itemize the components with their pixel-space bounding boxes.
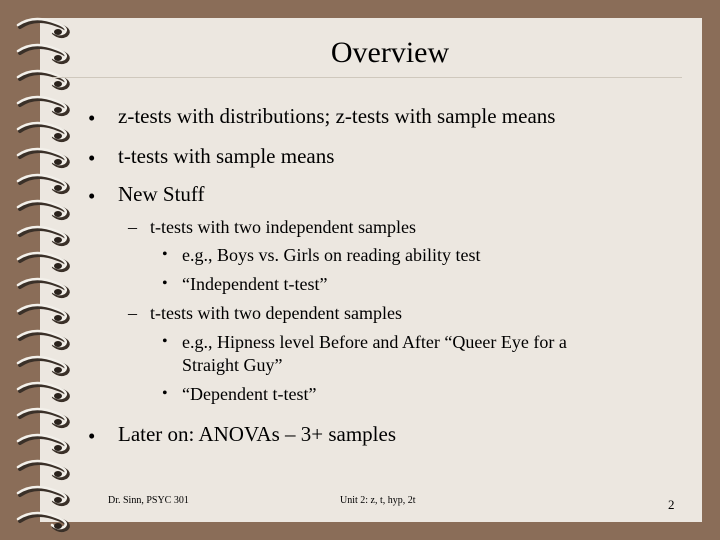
binding-ring (18, 201, 68, 218)
sub-dependent-t-test: “Dependent t-test” (182, 384, 317, 404)
bullet-marker: • (162, 246, 168, 263)
binding-ring (18, 409, 68, 426)
bullet-later-anovas: Later on: ANOVAs – 3+ samples (118, 422, 397, 446)
binding-ring (18, 461, 68, 478)
dash-marker: – (128, 217, 137, 237)
binding-ring (18, 175, 68, 192)
bullet-marker: • (88, 146, 96, 170)
binding-ring (18, 279, 68, 296)
binding-ring (18, 71, 68, 88)
binding-ring (18, 513, 68, 530)
sub-example-boys-girls: e.g., Boys vs. Girls on reading ability test (182, 245, 481, 265)
sub-example-hipness: e.g., Hipness level Before and After “Queer Eye for a (182, 332, 567, 352)
sub-example-hipness-cont: Straight Guy” (182, 355, 283, 375)
binding-ring (18, 227, 68, 244)
bullet-marker: • (162, 275, 168, 292)
binding-ring (18, 331, 68, 348)
bullet-t-tests: t-tests with sample means (118, 144, 335, 168)
binding-ring (18, 435, 68, 452)
bullet-marker: • (162, 385, 168, 402)
binding-ring (18, 19, 68, 36)
binding-ring (18, 383, 68, 400)
bullet-marker: • (88, 106, 96, 130)
bullet-marker: • (162, 333, 168, 350)
bullet-z-tests: z-tests with distributions; z-tests with sample means (118, 104, 556, 128)
title-divider (52, 77, 682, 78)
footer-unit: Unit 2: z, t, hyp, 2t (340, 495, 416, 506)
sub-independent-samples: t-tests with two independent samples (150, 217, 416, 237)
bullet-marker: • (88, 424, 96, 448)
footer-author: Dr. Sinn, PSYC 301 (108, 495, 189, 506)
slide-title: Overview (330, 36, 450, 69)
binding-ring (18, 123, 68, 140)
binding-ring (18, 253, 68, 270)
binding-ring (18, 357, 68, 374)
page-number: 2 (668, 497, 675, 512)
binding-ring (18, 97, 68, 114)
binding-ring (18, 487, 68, 504)
spiral-binding (0, 0, 90, 540)
bullet-marker: • (88, 184, 96, 208)
bullet-new-stuff: New Stuff (118, 182, 205, 206)
sub-independent-t-test: “Independent t-test” (182, 274, 328, 294)
dash-marker: – (128, 303, 137, 323)
sub-dependent-samples: t-tests with two dependent samples (150, 303, 402, 323)
binding-ring (18, 149, 68, 166)
binding-ring (18, 305, 68, 322)
